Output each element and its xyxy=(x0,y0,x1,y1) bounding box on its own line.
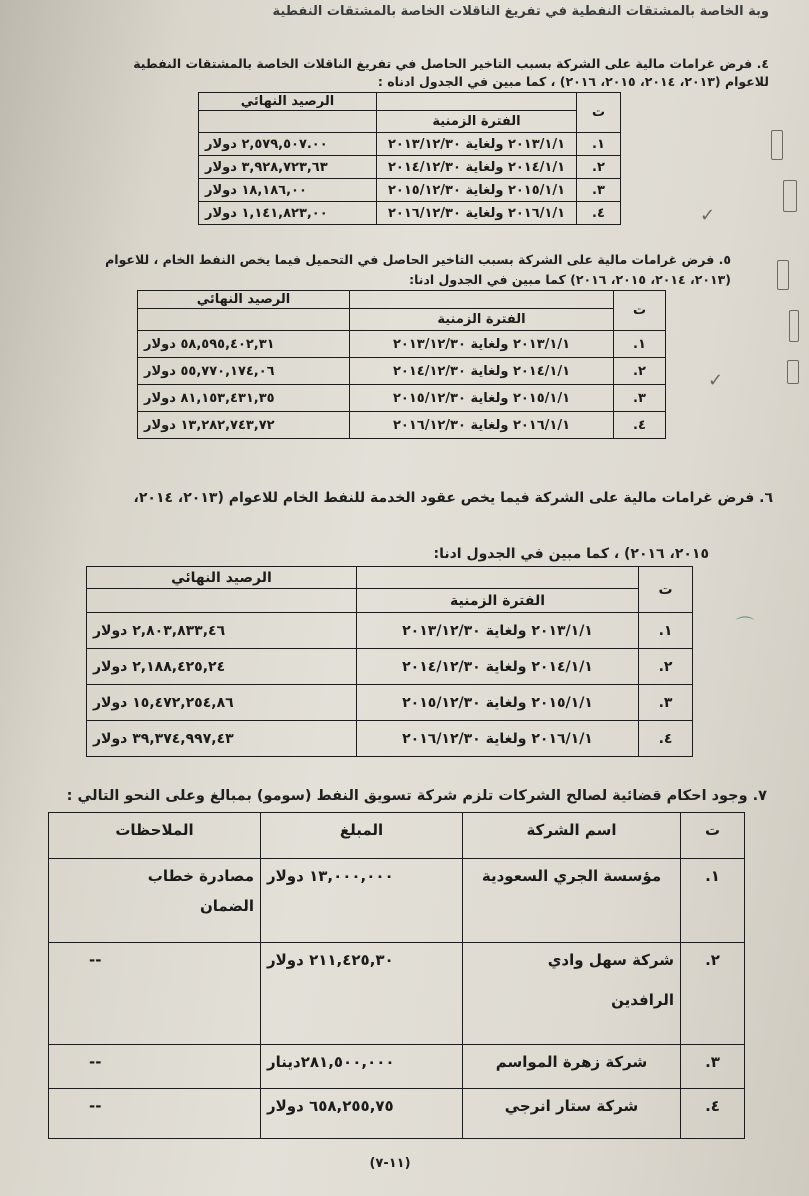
header-no: ت xyxy=(614,291,666,331)
row-company: مؤسسة الجري السعودية xyxy=(463,859,681,943)
margin-mark-icon xyxy=(789,310,799,342)
row-no: ١. xyxy=(577,133,621,156)
row-balance: ٥٥,٧٧٠,١٧٤,٠٦ دولار xyxy=(138,358,350,385)
header-period: الفترة الزمنية xyxy=(357,589,639,613)
row-notes xyxy=(49,859,261,943)
header-company: اسم الشركة xyxy=(463,813,681,859)
section-4-heading: ٤. فرض غرامات مالية على الشركة بسبب التاخير الحاصل في تفريغ الناقلات الخاصة بالمشتقات النفطية xyxy=(133,56,769,71)
row-period: ٢٠١٥/١/١ ولغاية ٢٠١٥/١٢/٣٠ xyxy=(377,179,577,202)
row-balance: ٣,٩٢٨,٧٢٣,٦٣ دولار xyxy=(199,156,377,179)
row-no: ٣. xyxy=(577,179,621,202)
section-6-heading: ٦. فرض غرامات مالية على الشركة فيما يخص عقود الخدمة للنفط الخام للاعوام (٢٠١٣، ٢٠١٤، xyxy=(133,490,773,506)
margin-mark-icon xyxy=(771,130,783,160)
row-period: ٢٠١٤/١/١ ولغاية ٢٠١٤/١٢/٣٠ xyxy=(357,649,639,685)
row-period: ٢٠١٤/١/١ ولغاية ٢٠١٤/١٢/٣٠ xyxy=(350,358,614,385)
row-balance: ١٣,٢٨٢,٧٤٣,٧٢ دولار xyxy=(138,412,350,439)
row-balance: ٢,٨٠٣,٨٣٣,٤٦ دولار xyxy=(87,613,357,649)
row-period: ٢٠١٦/١/١ ولغاية ٢٠١٦/١٢/٣٠ xyxy=(377,202,577,225)
row-company: شركة زهرة المواسم xyxy=(463,1045,681,1089)
row-no: ١. xyxy=(614,331,666,358)
margin-marks xyxy=(763,120,803,420)
row-company: شركة ستار انرجي xyxy=(463,1089,681,1139)
row-no: ٢. xyxy=(681,943,745,1045)
row-notes: -- xyxy=(49,1089,261,1139)
row-balance: ٣٩,٣٧٤,٩٩٧,٤٣ دولار xyxy=(87,721,357,757)
page-number: (١١-٧) xyxy=(369,1156,411,1171)
row-period: ٢٠١٤/١/١ ولغاية ٢٠١٤/١٢/٣٠ xyxy=(377,156,577,179)
row-no: ٣. xyxy=(681,1045,745,1089)
section-7-heading: ٧. وجود احكام قضائية لصالح الشركات تلزم شركة تسويق النفط (سومو) بمبالغ وعلى النحو التالي : xyxy=(66,788,767,804)
margin-mark-icon xyxy=(783,180,797,212)
header-period: الفترة الزمنية xyxy=(350,309,614,331)
header-no: ت xyxy=(681,813,745,859)
row-amount: ١٣,٠٠٠,٠٠٠ دولار xyxy=(261,859,463,943)
header-balance: الرصيد النهائي xyxy=(87,567,357,589)
header-no: ت xyxy=(639,567,693,613)
row-no: ٣. xyxy=(614,385,666,412)
section-4-heading-line2: للاعوام (٢٠١٣، ٢٠١٤، ٢٠١٥، ٢٠١٦) ، كما مبين في الجدول ادناه : xyxy=(377,74,769,89)
row-no: ٤. xyxy=(681,1089,745,1139)
header-balance: الرصيد النهائي xyxy=(138,291,350,309)
header-balance: الرصيد النهائي xyxy=(199,93,377,111)
section-5-heading: ٥. فرض غرامات مالية على الشركة بسبب التاخير الحاصل في التحميل فيما يخص النفط الخام ، للاعوام xyxy=(105,252,731,267)
row-period: ٢٠١٥/١/١ ولغاية ٢٠١٥/١٢/٣٠ xyxy=(350,385,614,412)
row-amount: ٢٨١,٥٠٠,٠٠٠دينار xyxy=(261,1045,463,1089)
row-amount: ٢١١,٤٢٥,٣٠ دولار xyxy=(261,943,463,1045)
header-period: الفترة الزمنية xyxy=(377,111,577,133)
row-notes-line2: الضمان xyxy=(199,897,254,915)
row-no: ١. xyxy=(639,613,693,649)
row-period: ٢٠١٣/١/١ ولغاية ٢٠١٣/١٢/٣٠ xyxy=(350,331,614,358)
check-mark-icon: ⌒ xyxy=(736,616,754,637)
row-notes: -- xyxy=(49,943,261,1045)
row-period: ٢٠١٣/١/١ ولغاية ٢٠١٣/١٢/٣٠ xyxy=(377,133,577,156)
row-period: ٢٠١٦/١/١ ولغاية ٢٠١٦/١٢/٣٠ xyxy=(357,721,639,757)
row-no: ٢. xyxy=(639,649,693,685)
row-balance: ١٨,١٨٦,٠٠ دولار xyxy=(199,179,377,202)
top-cut-text: وبة الخاصة بالمشتقات النفطية في تفريغ الناقلات الخاصة بالمشتقات النفطية xyxy=(272,4,769,19)
row-no: ٢. xyxy=(614,358,666,385)
header-amount: المبلغ xyxy=(261,813,463,859)
row-balance: ١٥,٤٧٢,٢٥٤,٨٦ دولار xyxy=(87,685,357,721)
header-no: ت xyxy=(577,93,621,133)
row-company-line2: الرافدين xyxy=(611,991,674,1009)
row-notes-line1: مصادرة خطاب xyxy=(147,867,254,885)
row-no: ٤. xyxy=(614,412,666,439)
row-no: ٢. xyxy=(577,156,621,179)
section-7-table xyxy=(48,812,745,1139)
section-6-table xyxy=(86,566,693,757)
row-notes: -- xyxy=(49,1045,261,1089)
row-no: ١. xyxy=(681,859,745,943)
row-balance: ٢,١٨٨,٤٢٥,٢٤ دولار xyxy=(87,649,357,685)
row-amount: ٦٥٨,٢٥٥,٧٥ دولار xyxy=(261,1089,463,1139)
row-balance: ١,١٤١,٨٢٣,٠٠ دولار xyxy=(199,202,377,225)
row-no: ٣. xyxy=(639,685,693,721)
row-company-line1: شركة سهل وادي xyxy=(547,951,674,969)
row-balance: ٨١,١٥٣,٤٣١,٣٥ دولار xyxy=(138,385,350,412)
row-balance: ٥٨,٥٩٥,٤٠٢,٣١ دولار xyxy=(138,331,350,358)
margin-mark-icon xyxy=(787,360,799,384)
row-balance: ٢,٥٧٩,٥٠٧.٠٠ دولار xyxy=(199,133,377,156)
section-4-table xyxy=(198,92,621,225)
row-period: ٢٠١٥/١/١ ولغاية ٢٠١٥/١٢/٣٠ xyxy=(357,685,639,721)
check-mark-icon: ✓ xyxy=(708,370,724,391)
section-6-heading-line2: ٢٠١٥، ٢٠١٦) ، كما مبين في الجدول ادنا: xyxy=(433,546,709,562)
row-period: ٢٠١٣/١/١ ولغاية ٢٠١٣/١٢/٣٠ xyxy=(357,613,639,649)
section-5-table xyxy=(137,290,666,439)
row-company xyxy=(463,943,681,1045)
row-no: ٤. xyxy=(577,202,621,225)
section-5-heading-line2: (٢٠١٣، ٢٠١٤، ٢٠١٥، ٢٠١٦) كما مبين في الجدول ادنا: xyxy=(409,272,731,287)
check-mark-icon: ✓ xyxy=(700,205,716,226)
header-notes: الملاحظات xyxy=(49,813,261,859)
margin-mark-icon xyxy=(777,260,789,290)
row-no: ٤. xyxy=(639,721,693,757)
row-period: ٢٠١٦/١/١ ولغاية ٢٠١٦/١٢/٣٠ xyxy=(350,412,614,439)
